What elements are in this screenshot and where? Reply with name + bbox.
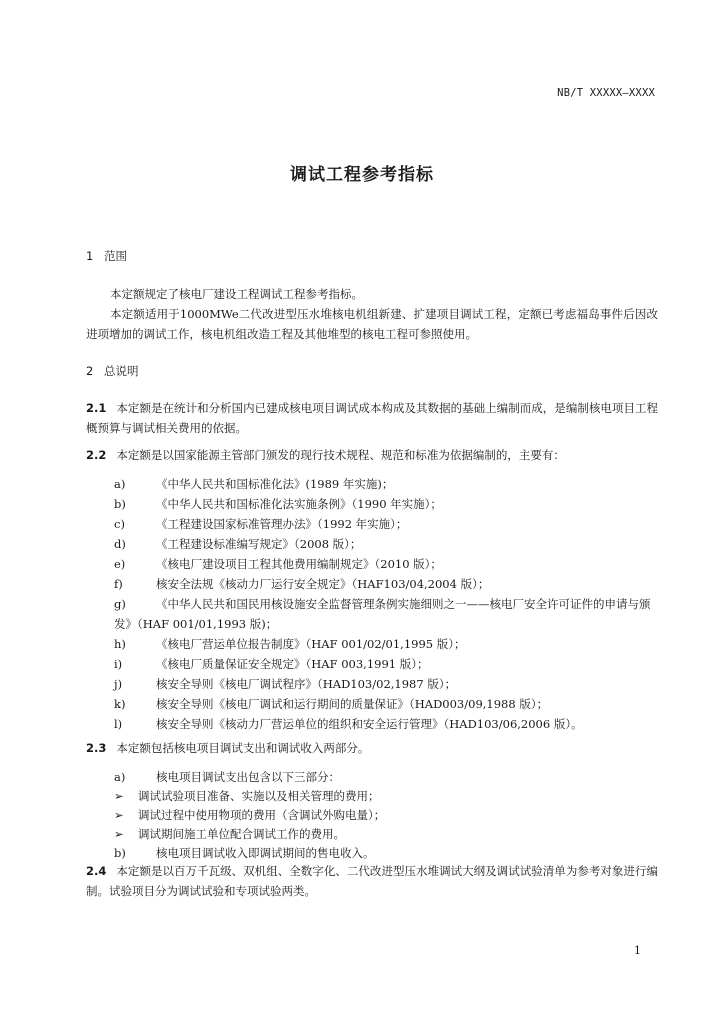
- item-text: 核安全法规《核动力厂运行安全规定》（HAF103/04,2004 版）；: [156, 577, 490, 591]
- item-label: f): [114, 577, 123, 591]
- section-1-heading: [86, 248, 127, 264]
- list-item: [114, 474, 658, 494]
- list-item: [114, 634, 658, 654]
- list-item: [114, 494, 658, 514]
- item-text: 《中华人民共和国标准化法》(1989 年实施)；: [156, 477, 394, 491]
- page-number: 1: [634, 944, 641, 957]
- clause-text: 本定额是在统计和分析国内已建成核电项目调试成本构成及其数据的基础上编制而成，是编制核电项目工程概预算与调试相关费用的依据。: [86, 401, 658, 435]
- clause-number: 2.4: [86, 864, 107, 878]
- clause-number: 2.1: [86, 401, 107, 415]
- list-item: [114, 534, 658, 554]
- section-title: 范围: [104, 249, 127, 263]
- item-text: 《工程建设国家标准管理办法》（1992 年实施）；: [156, 517, 408, 531]
- page-title: 调试工程参考指标: [290, 165, 434, 185]
- scope-paragraph-1: 本定额规定了核电厂建设工程调试工程参考指标。: [110, 287, 363, 301]
- item-text: 核电项目调试收入即调试期间的售电收入。: [156, 846, 375, 860]
- list-item: [114, 714, 658, 734]
- bullet-text: 调试过程中使用物项的费用（含调试外购电量）；: [138, 808, 386, 822]
- arrow-bullet-icon: ➢: [114, 827, 124, 841]
- item-label: e): [114, 557, 126, 571]
- item-text: 核电项目调试支出包含以下三部分：: [156, 770, 340, 784]
- clause-2-1: [86, 398, 658, 438]
- item-label: a): [114, 770, 126, 784]
- item-text: 《核电厂建设项目工程其他费用编制规定》（2010 版）；: [156, 557, 442, 571]
- item-text: 《工程建设标准编写规定》（2008 版）；: [156, 537, 362, 551]
- item-label: h): [114, 637, 126, 651]
- scope-paragraph-2: 本定额适用于1000MWe二代改进型压水堆核电机组新建、扩建项目调试工程，定额已考虑福岛事件后因改进项增加的调试工作，核电机组改造工程及其他堆型的核电工程可参照使用。: [86, 307, 658, 341]
- list-item: [114, 514, 658, 534]
- list-item: [114, 554, 658, 574]
- list-item: [114, 843, 658, 863]
- list-item: [86, 594, 658, 634]
- section-number: 2: [86, 364, 94, 378]
- item-label: c): [114, 517, 125, 531]
- section-title: 总说明: [104, 364, 139, 378]
- list-item: [114, 574, 658, 594]
- clause-number: 2.3: [86, 741, 107, 755]
- item-text: 《中华人民共和国民用核设施安全监督管理条例实施细则之一——核电厂安全许可证件的申请与颁发》（HAF 001/01,1993 版)；: [114, 597, 651, 631]
- item-label: b): [114, 497, 126, 511]
- item-text: 《核电厂营运单位报告制度》（HAF 001/02/01,1995 版）；: [156, 637, 466, 651]
- section-number: 1: [86, 249, 94, 263]
- item-text: 《核电厂质量保证安全规定》（HAF 003,1991 版）；: [156, 657, 429, 671]
- bullet-text: 调试期间施工单位配合调试工作的费用。: [138, 827, 345, 841]
- item-label: g): [114, 597, 126, 611]
- clause-text: 本定额包括核电项目调试支出和调试收入两部分。: [116, 741, 370, 755]
- clause-text: 本定额是以百万千瓦级、双机组、全数字化、二代改进型压水堆调试大纲及调试试验清单为参考对象进行编制。试验项目分为调试试验和专项试验两类。: [86, 864, 658, 898]
- list-item: [114, 694, 658, 714]
- item-label: j): [114, 677, 123, 691]
- clause-2-2: [86, 445, 658, 465]
- item-label: b): [114, 846, 126, 860]
- item-text: 核安全导则《核电厂调试和运行期间的质量保证》（HAD003/09,1988 版）；: [156, 697, 549, 711]
- bullet-text: 调试试验项目准备、实施以及相关管理的费用；: [138, 789, 380, 803]
- bullet-item: [114, 786, 380, 806]
- doc-code-header: NB/T XXXXX—XXXX: [557, 87, 655, 99]
- item-label: l): [114, 717, 123, 731]
- list-item: [114, 654, 658, 674]
- list-item: [114, 767, 658, 787]
- clause-2-4: [86, 861, 658, 901]
- clause-text: 本定额是以国家能源主管部门颁发的现行技术规程、规范和标准为依据编制的，主要有：: [116, 448, 565, 462]
- item-label: k): [114, 697, 126, 711]
- item-label: d): [114, 537, 126, 551]
- clause-number: 2.2: [86, 448, 107, 462]
- arrow-bullet-icon: ➢: [114, 789, 124, 803]
- section-2-heading: [86, 363, 139, 379]
- bullet-item: [114, 824, 345, 844]
- list-item: [114, 674, 658, 694]
- item-label: i): [114, 657, 123, 671]
- item-text: 核安全导则《核动力厂营运单位的组织和安全运行管理》（HAD103/06,2006 版）。: [156, 717, 583, 731]
- item-text: 《中华人民共和国标准化法实施条例》（1990 年实施）；: [156, 497, 442, 511]
- clause-2-3: [86, 738, 658, 758]
- bullet-item: [114, 805, 385, 825]
- item-text: 核安全导则《核电厂调试程序》（HAD103/02,1987 版）；: [156, 677, 457, 691]
- arrow-bullet-icon: ➢: [114, 808, 124, 822]
- item-label: a): [114, 477, 126, 491]
